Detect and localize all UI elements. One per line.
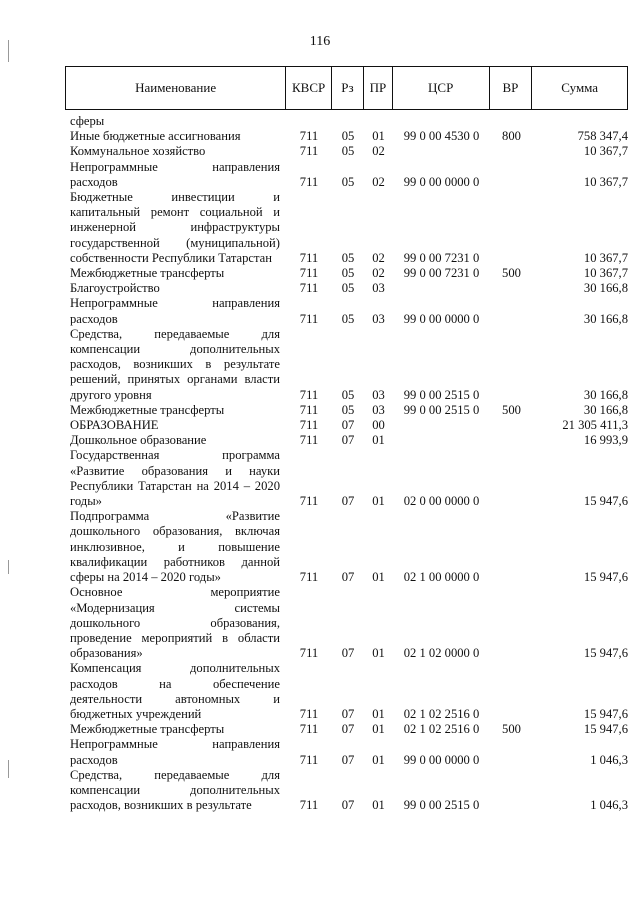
row-name-line: Непрограммные направления <box>70 737 280 752</box>
table-row <box>65 190 628 266</box>
row-vr: 500 <box>502 722 521 737</box>
row-sum: 30 166,8 <box>583 281 628 296</box>
row-name-line: расходов <box>70 311 118 326</box>
row-csr: 99 0 00 7231 0 <box>403 250 480 265</box>
row-kvsr: 711 <box>299 798 319 813</box>
table-row <box>65 296 628 326</box>
row-rz: 05 <box>341 144 355 159</box>
row-name-line: годы» <box>70 494 102 509</box>
table-row <box>65 266 628 281</box>
row-name-line: дошкольного образования, <box>70 615 280 630</box>
row-sum: 15 947,6 <box>583 494 628 509</box>
row-name-line: Основное мероприятие <box>70 585 280 600</box>
table-row <box>65 737 628 767</box>
row-name-line: другого уровня <box>70 387 152 402</box>
row-name-line: Непрограммные направления <box>70 296 280 311</box>
scan-margin-mark <box>8 760 9 778</box>
row-name <box>65 266 286 281</box>
header-sum: Сумма <box>561 80 599 95</box>
row-sum: 15 947,6 <box>583 646 628 661</box>
header-name: Наименование <box>66 67 286 109</box>
row-rz: 05 <box>341 311 355 326</box>
row-rz: 07 <box>341 494 355 509</box>
header-csr: ЦСР <box>393 67 490 109</box>
row-pr: 01 <box>372 798 385 813</box>
row-rz: 05 <box>341 387 355 402</box>
row-name-line: Подпрограмма «Развитие <box>70 509 280 524</box>
row-name-line: Государственная программа <box>70 448 280 463</box>
row-kvsr: 711 <box>299 433 319 448</box>
row-csr: 99 0 00 2515 0 <box>403 402 480 417</box>
row-sum: 10 367,7 <box>583 250 628 265</box>
row-name <box>65 296 286 326</box>
row-kvsr: 711 <box>299 250 319 265</box>
table-row <box>65 433 628 448</box>
scan-margin-mark <box>8 40 9 62</box>
header-rz: Рз <box>332 67 364 109</box>
table-row <box>65 448 628 509</box>
row-pr: 01 <box>372 494 385 509</box>
row-pr: 02 <box>372 174 385 189</box>
row-rz: 07 <box>341 570 355 585</box>
row-sum: 15 947,6 <box>583 722 628 737</box>
row-name-line: «Развитие образования и науки <box>70 463 280 478</box>
row-name-line: Компенсация дополнительных <box>70 661 280 676</box>
row-sum: 16 993,9 <box>583 433 628 448</box>
table-row <box>65 585 628 661</box>
row-pr: 01 <box>372 646 385 661</box>
row-kvsr: 711 <box>299 570 319 585</box>
row-rz: 07 <box>341 433 355 448</box>
row-pr: 00 <box>372 418 385 433</box>
row-kvsr: 711 <box>299 129 319 144</box>
row-name-line: сферы на 2014 – 2020 годы» <box>70 570 221 585</box>
row-name <box>65 418 286 433</box>
table-row <box>65 129 628 144</box>
row-sum: 15 947,6 <box>583 570 628 585</box>
row-name-line: деятельности автономных и <box>70 691 280 706</box>
row-name-line: проведение мероприятий в области <box>70 630 280 645</box>
row-sum: 21 305 411,3 <box>562 418 628 433</box>
row-kvsr: 711 <box>299 494 319 509</box>
row-sum: 30 166,8 <box>583 387 628 402</box>
row-pr: 01 <box>372 570 385 585</box>
row-csr: 99 0 00 0000 0 <box>403 311 480 326</box>
row-csr: 99 0 00 0000 0 <box>403 174 480 189</box>
row-name <box>65 144 286 159</box>
row-pr: 01 <box>372 752 385 767</box>
row-sum: 10 367,7 <box>583 144 628 159</box>
row-kvsr: 711 <box>299 144 319 159</box>
row-rz: 05 <box>341 281 355 296</box>
row-csr: 02 1 02 2516 0 <box>403 722 480 737</box>
row-rz: 05 <box>341 250 355 265</box>
row-name-line: Республики Татарстан на 2014 – 2020 <box>70 478 280 493</box>
row-name <box>65 585 286 661</box>
row-name-line: капитальный ремонт социальной и <box>70 205 280 220</box>
row-name <box>65 509 286 585</box>
row-name-line: Средства, передаваемые для <box>70 326 280 341</box>
row-rz: 07 <box>341 706 355 721</box>
row-name-line: Иные бюджетные ассигнования <box>70 129 241 144</box>
row-name <box>65 114 286 129</box>
header-kvsr: КВСР <box>286 67 332 109</box>
row-kvsr: 711 <box>299 752 319 767</box>
row-pr: 02 <box>372 144 385 159</box>
row-csr: 02 1 02 0000 0 <box>403 646 480 661</box>
row-name <box>65 403 286 418</box>
row-kvsr: 711 <box>299 387 319 402</box>
row-csr: 02 1 00 0000 0 <box>403 570 480 585</box>
table-row <box>65 114 628 129</box>
row-name-line: расходов, возникших в результате <box>70 798 252 813</box>
row-name-line: расходов <box>70 174 118 189</box>
table-row <box>65 144 628 159</box>
row-sum: 10 367,7 <box>583 266 628 281</box>
row-sum: 758 347,4 <box>577 129 628 144</box>
row-kvsr: 711 <box>299 722 319 737</box>
row-csr: 99 0 00 0000 0 <box>403 752 480 767</box>
row-name <box>65 661 286 722</box>
header-vr: ВР <box>490 67 533 109</box>
table-row <box>65 418 628 433</box>
row-rz: 07 <box>341 418 355 433</box>
row-rz: 07 <box>341 722 355 737</box>
scan-margin-mark <box>8 560 9 574</box>
row-csr: 99 0 00 4530 0 <box>403 129 480 144</box>
row-name-line: расходов на обеспечение <box>70 676 280 691</box>
row-name-line: инженерной инфраструктуры <box>70 220 280 235</box>
row-name-line: квалификации работников данной <box>70 554 280 569</box>
row-pr: 01 <box>372 433 385 448</box>
row-kvsr: 711 <box>299 174 319 189</box>
row-name-line: собственности Республики Татарстан <box>70 250 273 265</box>
row-csr: 02 1 02 2516 0 <box>403 706 480 721</box>
row-rz: 05 <box>341 174 355 189</box>
row-sum: 30 166,8 <box>583 402 628 417</box>
row-name-line: Коммунальное хозяйство <box>70 144 206 159</box>
row-kvsr: 711 <box>299 646 319 661</box>
row-name-line: решений, принятых органами власти <box>70 372 280 387</box>
row-rz: 07 <box>341 798 355 813</box>
row-rz: 05 <box>341 129 355 144</box>
table-row <box>65 722 628 737</box>
row-pr: 01 <box>372 129 385 144</box>
row-name-line: компенсации дополнительных <box>70 342 280 357</box>
table-row <box>65 327 628 403</box>
row-csr: 99 0 00 2515 0 <box>403 798 480 813</box>
row-rz: 05 <box>341 266 355 281</box>
row-name-line: ОБРАЗОВАНИЕ <box>70 418 159 433</box>
row-pr: 03 <box>372 281 385 296</box>
row-vr: 800 <box>502 129 521 144</box>
row-kvsr: 711 <box>299 418 319 433</box>
row-rz: 07 <box>341 646 355 661</box>
row-name-line: расходов <box>70 752 118 767</box>
row-kvsr: 711 <box>299 311 319 326</box>
table-row <box>65 403 628 418</box>
row-name-line: Дошкольное образование <box>70 433 207 448</box>
row-name-line: «Модернизация системы <box>70 600 280 615</box>
row-sum: 1 046,3 <box>590 798 628 813</box>
row-name <box>65 327 286 403</box>
page-number: 116 <box>309 34 331 49</box>
row-pr: 02 <box>372 250 385 265</box>
row-name-line: государственной (муниципальной) <box>70 235 280 250</box>
row-name-line: расходов, возникших в результате <box>70 357 280 372</box>
table-row <box>65 768 628 814</box>
row-name-line: Межбюджетные трансферты <box>70 722 225 737</box>
row-name-line: Благоустройство <box>70 281 160 296</box>
row-name-line: инклюзивное, и повышение <box>70 539 280 554</box>
row-pr: 03 <box>372 402 385 417</box>
row-csr: 99 0 00 7231 0 <box>403 266 480 281</box>
row-name-line: Непрограммные направления <box>70 159 280 174</box>
table-header <box>65 66 628 110</box>
row-kvsr: 711 <box>299 706 319 721</box>
table-row <box>65 509 628 585</box>
row-sum: 30 166,8 <box>583 311 628 326</box>
row-name-line: бюджетных учреждений <box>70 706 202 721</box>
header-pr: ПР <box>364 67 393 109</box>
row-sum: 10 367,7 <box>583 174 628 189</box>
row-name-line: Межбюджетные трансферты <box>70 266 225 281</box>
row-name-line: Средства, передаваемые для <box>70 767 280 782</box>
row-kvsr: 711 <box>299 281 319 296</box>
row-name <box>65 190 286 266</box>
row-name <box>65 281 286 296</box>
row-rz: 07 <box>341 752 355 767</box>
row-name <box>65 768 286 814</box>
row-name-line: дошкольного образования, включая <box>70 524 280 539</box>
row-name-line: образования» <box>70 646 143 661</box>
row-name <box>65 722 286 737</box>
row-name-line: сферы <box>70 114 105 128</box>
row-name-line: Межбюджетные трансферты <box>70 402 225 417</box>
row-name <box>65 160 286 190</box>
row-kvsr: 711 <box>299 266 319 281</box>
row-pr: 01 <box>372 722 385 737</box>
row-csr: 99 0 00 2515 0 <box>403 387 480 402</box>
row-kvsr: 711 <box>299 402 319 417</box>
row-name <box>65 737 286 767</box>
table-row <box>65 281 628 296</box>
row-pr: 02 <box>372 266 385 281</box>
table-body <box>65 114 628 813</box>
row-name-line: Бюджетные инвестиции и <box>70 190 280 205</box>
row-name <box>65 129 286 144</box>
row-rz: 05 <box>341 402 355 417</box>
row-vr: 500 <box>502 266 521 281</box>
row-pr: 03 <box>372 387 385 402</box>
row-pr: 01 <box>372 706 385 721</box>
table-row <box>65 160 628 190</box>
row-pr: 03 <box>372 311 385 326</box>
row-name-line: компенсации дополнительных <box>70 782 280 797</box>
row-name <box>65 448 286 509</box>
row-sum: 15 947,6 <box>583 706 628 721</box>
row-vr: 500 <box>502 402 521 417</box>
row-name <box>65 433 286 448</box>
row-csr: 02 0 00 0000 0 <box>403 494 480 509</box>
row-sum: 1 046,3 <box>590 752 628 767</box>
table-row <box>65 661 628 722</box>
